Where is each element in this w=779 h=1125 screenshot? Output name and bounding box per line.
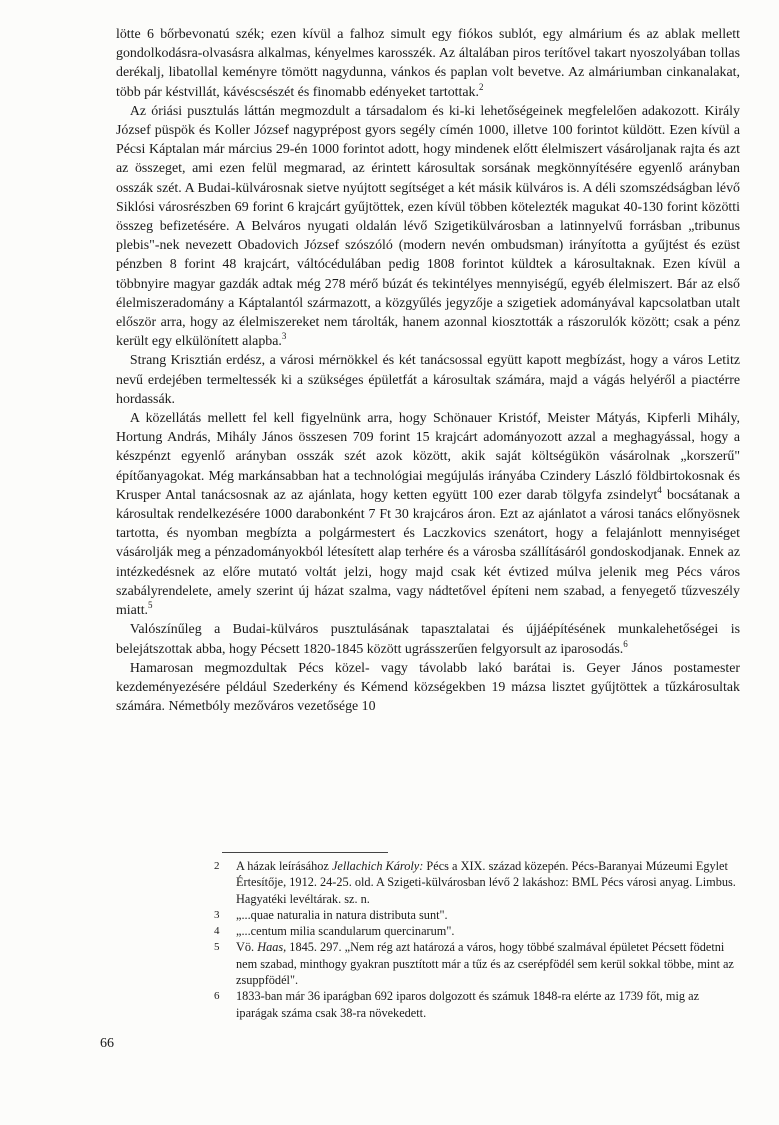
footnote-mark: 5	[214, 941, 220, 954]
footnote-mark: 3	[214, 908, 220, 921]
footnote: 2 A házak leírásához Jellachich Károly: Pécs a XIX. század közepén. Pécs-Baranyai Múzeumi Egylet Értesítője, 1912. 24-25. old. A Szigeti-külvárosban lévő 2 lakáshoz: BML Pécs városi anyag. Limbus. Hagyatéki levéltárak. sz. n.	[214, 859, 736, 906]
body-text	[116, 25, 740, 716]
footnote-mark: 4	[214, 925, 220, 938]
footnotes	[214, 858, 740, 1021]
footnote: 5 Vö. Haas, 1845. 297. „Nem rég azt határozá a város, hogy többé szalmával épületet Pécsett födetni nem szabad, minthogy gyakran pusztított már a tűz és az cserépfödél sem kerül sokkal többe, mint az zsuppfödél".	[214, 940, 734, 988]
paragraph: Strang Krisztián erdész, a városi mérnökkel és két tanácsossal együtt kapott megbízást, hogy a város Letitz nevű erdejében termeltessék ki a szükséges épületfát a károsultak számára, majd a vágás helyéről a piactérre hordassák.	[116, 353, 740, 407]
paragraph: Az óriási pusztulás láttán megmozdult a társadalom és ki-ki lehetőségeinek megfelelően adakozott. Király József püspök és Koller József nagyprépost gyors segély címén 1000, illetve 100 forintot küldött. Ezen kívül a Pécsi Káptalan már március 29-én 1000 forintot adott, hogy mindenek előtt élelmiszert vásároljanak rajta és azt az összeget, ami ezen felül megmarad, az érintett károsultak sorsának megkönnyítésére egyenlő arányban osszák szét. A Budai-külvárosnak sietve nyújtott segítséget a két másik külváros is. A déli szomszédságban lévő Siklósi városrészben 69 forint 6 krajcárt gyűjtöttek, ezen kívül többen kötelezték magukat 40-130 forint közötti összeg befizetésére. A Belváros nyugati oldalán lévő Szigetikülvárosban a latinnyelvű forrásban „tribunus plebis"-nek nevezett Obadovich József szószóló (modern nevén ombudsman) irányította a gyűjtést és ezüst pénzben 8 forint 48 krajcárt, váltócédulában pedig 1808 forintot küldtek a károsultaknak. Ezen kívül a többnyire magyar gazdák adtak még 278 mérő búzát és tekintélyes mennyiségű, egyéb élelmiszert. Bár az első élelmiszeradomány a Káptalantól származott, a közgyűlés jegyzője a szigetiek adományával kapcsolatban utalt először arra, hogy az élelmiszereket nem tárolták, hanem azonnal kiosztották a rászorulók között; csak a pénz került egy elkülönített alapba.$^3$	[116, 103, 740, 350]
paragraph: Valószínűleg a Budai-külváros pusztulásának tapasztalatai és újjáépítésének munkalehetőségei is belejátszottak abba, hogy Pécsett 1820-1845 között ugrásszerűen felgyorsult az iparosodás.$^6$	[116, 622, 740, 657]
footnote: 4 „...centum milia scandularum quercinarum".	[214, 924, 455, 939]
paragraph: Hamarosan megmozdultak Pécs közel- vagy távolabb lakó barátai is. Geyer János postamester kezdeményezésére például Szederkény és Kémend községekben 19 mázsa lisztet gyűjtöttek a tűzkárosultak számára. Németbóly mezőváros vezetősége 10	[116, 660, 740, 715]
footnote-mark: 2	[214, 860, 220, 872]
footnote: 3 „...quae naturalia in natura distributa sunt".	[214, 907, 448, 922]
footnote-mark: 6	[214, 990, 220, 1003]
paragraph: A közellátás mellett fel kell figyelnünk arra, hogy Schönauer Kristóf, Meister Mátyás, Kipferli Mihály, Hortung András, Mihály János összesen 709 forint 15 krajcárt adományozott azzal a meghagyással, hogy a készpénzt egyenlő arányban osszák szét azok között, akik saját költségükön vásárolnak „korszerű" építőanyagokat. Még markánsabban hat a technológiai megújulás irányába Czindery László földbirtokosnak és Krusper Antal tanácsosnak az az ajánlata, hogy ketten együtt 100 ezer darab tölgyfa zsindelyt$^4$ bocsátanak a károsultak rendelkezésére 1000 darabonként 7 Ft 30 krajcáros áron. Ezt az ajánlatot a városi tanács előnyösnek tartotta, és nyomban megbízta a polgármestert és Laczkovics szenátort, hogy a felajánlott mennyiséget vásárolják meg a pénzadományokból létesített alap terhére és a városba szállításáról gondoskodjanak. Ennek az intézkedésnek az előre mutató voltát jelzi, hogy majd csak két évtized múlva jelenik meg Pécs város szabályrendelete, amely szerint új házat szalma, vagy nádtetővel építeni nem szabad, a fenyegető tűzveszély miatt.$^5$	[116, 411, 741, 619]
page-number: 66	[100, 1036, 114, 1051]
paragraph: lötte 6 bőrbevonatú szék; ezen kívül a falhoz simult egy fiókos sublót, egy almárium és az ablak mellett gondolkodásra-olvasásra alkalmas, kényelmes karosszék. Az általában piros terítővel takart nyoszolyában tollas derékalj, libatollal keményre tömött nagydunna, vánkos és paplan volt bevetve. Az almáriumban cinkanalakat, több pár késtvillát, kávéscsészét és finomabb edényeket tartottak.$^2$	[116, 27, 740, 100]
footnote-separator	[222, 852, 388, 853]
footnote: 6 1833-ban már 36 iparágban 692 iparos dolgozott és számuk 1848-ra elérte az 1739 főt, mig az iparágak száma csak 38-ra növekedett.	[214, 989, 700, 1020]
